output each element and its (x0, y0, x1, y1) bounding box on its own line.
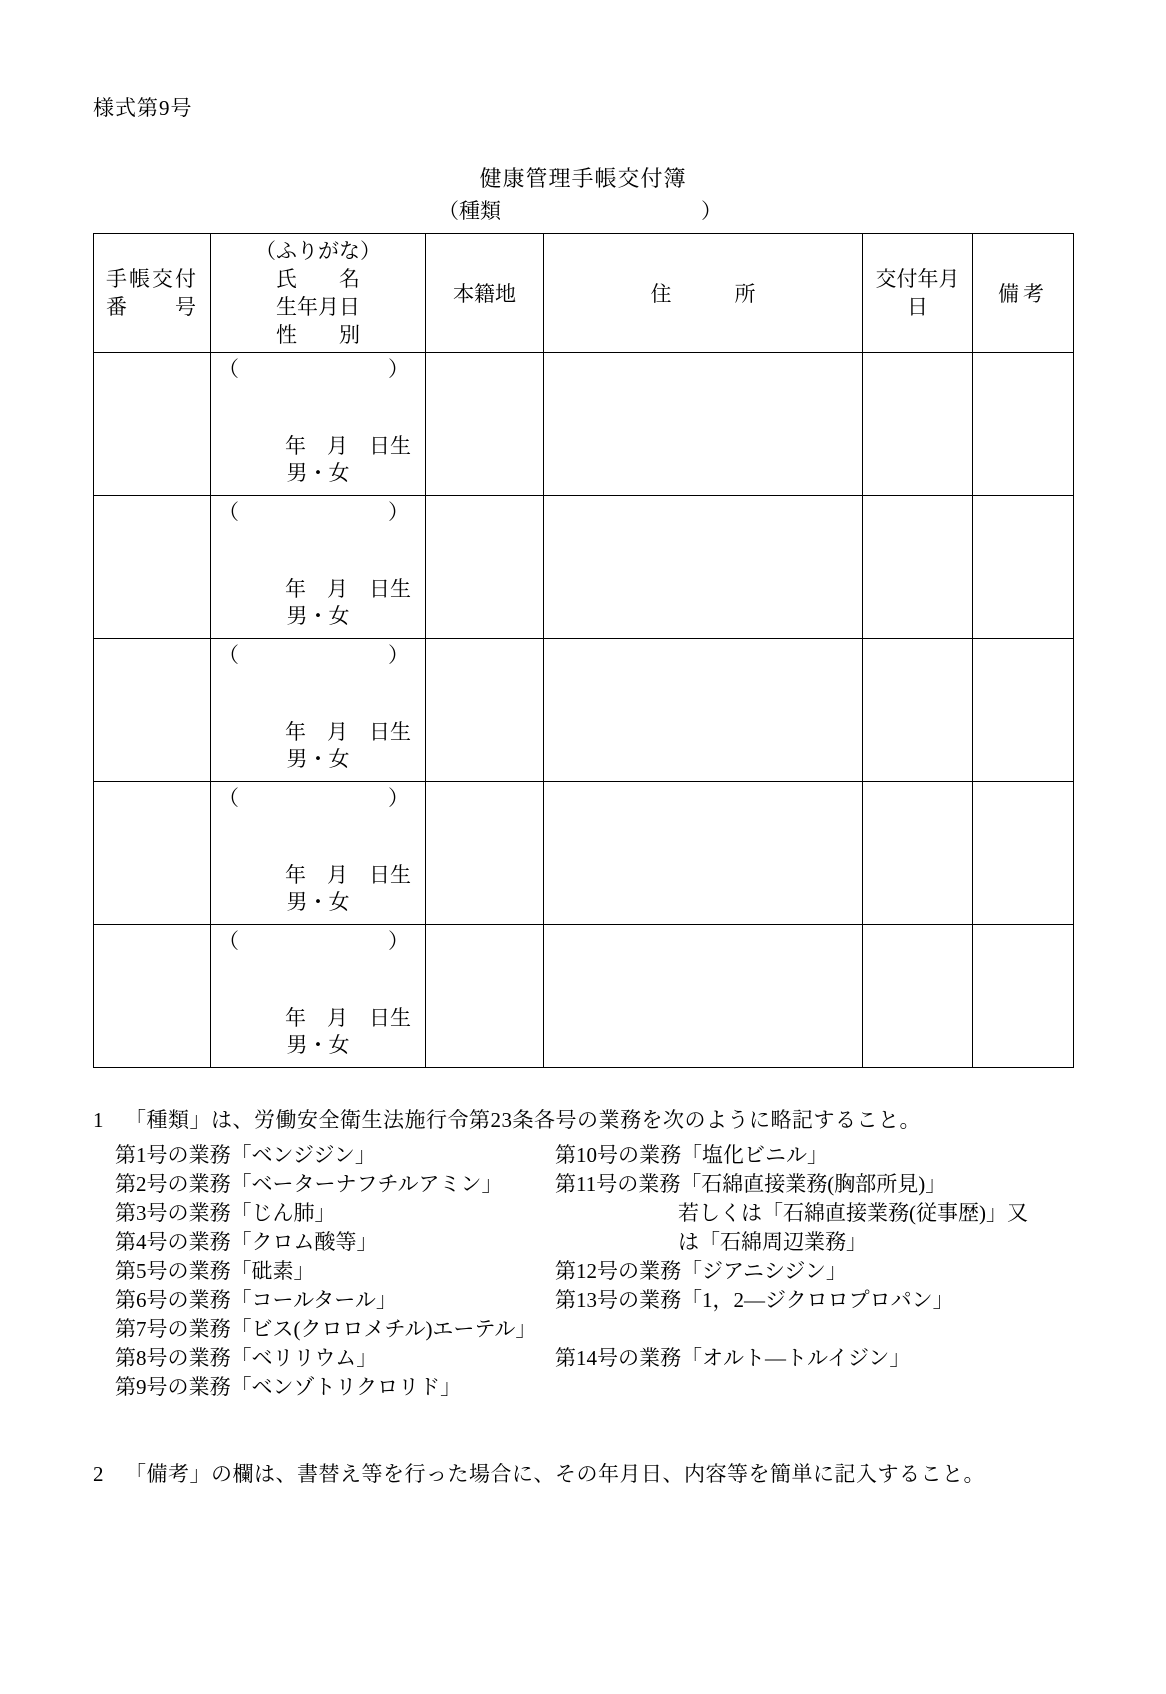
paren-open-mark: （ (218, 500, 239, 524)
note-line-left: 第4号の業務「クロム酸等」 (115, 1230, 378, 1254)
header-issue-date (863, 234, 973, 353)
page-title: 健康管理手帳交付簿 (479, 166, 687, 191)
header-issue-date-line1: 交付年月 (875, 267, 960, 291)
cell-address (544, 639, 863, 782)
header-birthdate-label: 生年月日 (276, 295, 360, 319)
table-row (94, 782, 1074, 925)
paren-open-mark: （ (218, 786, 239, 810)
cell-remarks (973, 639, 1074, 782)
note-line-right: 若しくは「石綿直接業務(従事歴)」又 (678, 1201, 1028, 1225)
paren-close-mark: ） (388, 357, 409, 381)
birth-date-line: 年 月 日生 (285, 1006, 411, 1030)
note-line (115, 1342, 1115, 1371)
cell-domicile (426, 496, 544, 639)
note-line-right: 第14号の業務「オルト―トルイジン」 (555, 1346, 911, 1370)
birth-date-line: 年 月 日生 (285, 863, 411, 887)
header-name-furigana (211, 234, 426, 353)
header-domicile: 本籍地 (426, 234, 544, 353)
cell-remarks (973, 353, 1074, 496)
cell-handbook-number (94, 353, 211, 496)
note-line-right: 第11号の業務「石綿直接業務(胸部所見)」 (555, 1172, 947, 1196)
cell-domicile (426, 639, 544, 782)
issuance-register-table (93, 233, 1074, 1068)
cell-name (211, 639, 426, 782)
cell-handbook-number (94, 782, 211, 925)
header-furigana-label: （ふりがな） (255, 239, 381, 263)
header-handbook-number-line2: 番 号 (106, 295, 198, 319)
cell-handbook-number (94, 925, 211, 1068)
cell-issue-date (863, 782, 973, 925)
cell-handbook-number (94, 639, 211, 782)
note-line-left: 第1号の業務「ベンジジン」 (115, 1143, 376, 1167)
note-1-list (115, 1139, 1115, 1400)
note-line (115, 1139, 1115, 1168)
cell-domicile (426, 782, 544, 925)
cell-issue-date (863, 639, 973, 782)
note-line (115, 1255, 1115, 1284)
note-2 (93, 1458, 985, 1488)
table-row (94, 353, 1074, 496)
note-1-text: 「種類」は、労働安全衛生法施行令第23条各号の業務を次のように略記すること。 (125, 1108, 921, 1132)
note-line (115, 1226, 1115, 1255)
cell-name (211, 496, 426, 639)
header-address: 住 所 (544, 234, 863, 353)
birth-date-line: 年 月 日生 (285, 577, 411, 601)
note-line-right: 第12号の業務「ジアニシジン」 (555, 1259, 847, 1283)
kind-field (438, 195, 722, 225)
note-line-right: 第10号の業務「塩化ビニル」 (555, 1143, 828, 1167)
form-number-label: 様式第9号 (93, 96, 193, 120)
table-row (94, 639, 1074, 782)
header-handbook-number (94, 234, 211, 353)
note-1 (93, 1104, 921, 1134)
paren-open-mark: （ (218, 929, 239, 953)
cell-address (544, 496, 863, 639)
kind-open-label: （種類 (438, 199, 501, 223)
cell-name (211, 782, 426, 925)
header-name-label: 氏 名 (276, 267, 360, 291)
note-line-left: 第2号の業務「ベーターナフチルアミン」 (115, 1172, 503, 1196)
paren-close-mark: ） (388, 786, 409, 810)
cell-address (544, 925, 863, 1068)
note-line-left: 第3号の業務「じん肺」 (115, 1201, 336, 1225)
note-line-left: 第5号の業務「砒素」 (115, 1259, 315, 1283)
table-row (94, 925, 1074, 1068)
gender-line: 男・女 (286, 461, 350, 485)
paren-close-mark: ） (388, 643, 409, 667)
cell-domicile (426, 353, 544, 496)
note-line (115, 1168, 1115, 1197)
note-line-left: 第7号の業務「ビス(クロロメチル)エーテル」 (115, 1317, 537, 1341)
header-row (94, 234, 1074, 353)
note-line-right: 第13号の業務「1，2―ジクロロプロパン」 (555, 1288, 954, 1312)
gender-line: 男・女 (286, 604, 350, 628)
cell-issue-date (863, 925, 973, 1068)
kind-close-paren: ） (701, 199, 722, 223)
cell-name (211, 925, 426, 1068)
note-line-left: 第8号の業務「ベリリウム」 (115, 1346, 378, 1370)
paren-close-mark: ） (388, 929, 409, 953)
cell-address (544, 353, 863, 496)
note-1-number: 1 (93, 1108, 104, 1132)
cell-handbook-number (94, 496, 211, 639)
note-line (115, 1197, 1115, 1226)
header-handbook-number-line1: 手帳交付 (106, 267, 198, 291)
gender-line: 男・女 (286, 890, 350, 914)
note-line-left: 第6号の業務「コールタール」 (115, 1288, 397, 1312)
note-2-text: 「備考」の欄は、書替え等を行った場合に、その年月日、内容等を簡単に記入すること。 (125, 1462, 985, 1486)
header-issue-date-line2: 日 (907, 295, 928, 319)
header-sex-label: 性 別 (276, 323, 360, 347)
cell-issue-date (863, 353, 973, 496)
note-line-left: 第9号の業務「ベンゾトリクロリド」 (115, 1375, 462, 1399)
note-line (115, 1284, 1115, 1313)
header-remarks: 備考 (973, 234, 1074, 353)
paren-open-mark: （ (218, 357, 239, 381)
cell-name (211, 353, 426, 496)
cell-address (544, 782, 863, 925)
cell-issue-date (863, 496, 973, 639)
birth-date-line: 年 月 日生 (285, 434, 411, 458)
paren-open-mark: （ (218, 643, 239, 667)
note-line-right: は「石綿周辺業務」 (678, 1230, 867, 1254)
paren-close-mark: ） (388, 500, 409, 524)
cell-remarks (973, 782, 1074, 925)
cell-domicile (426, 925, 544, 1068)
table-row (94, 496, 1074, 639)
birth-date-line: 年 月 日生 (285, 720, 411, 744)
cell-remarks (973, 496, 1074, 639)
cell-remarks (973, 925, 1074, 1068)
note-2-number: 2 (93, 1462, 104, 1486)
note-line (115, 1371, 1115, 1400)
gender-line: 男・女 (286, 1033, 350, 1057)
note-line (115, 1313, 1115, 1342)
gender-line: 男・女 (286, 747, 350, 771)
